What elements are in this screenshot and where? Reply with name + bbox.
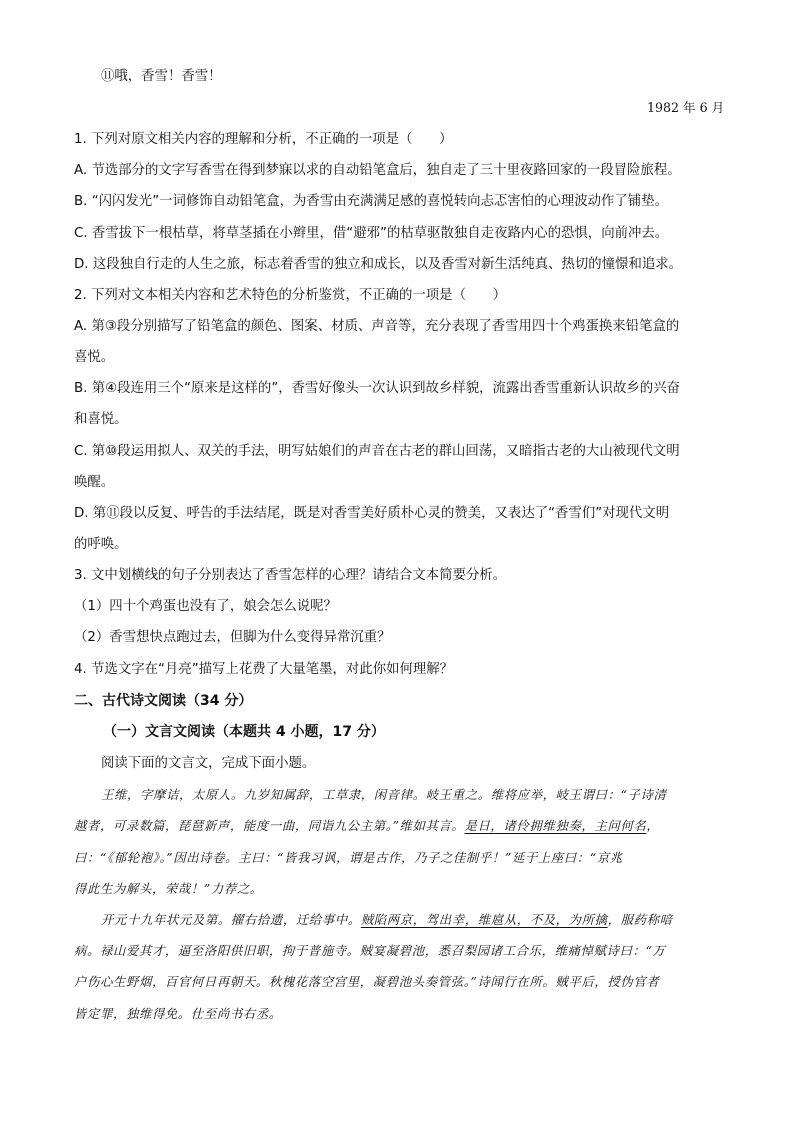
question-1-option-b: B. “闪闪发光”一词修饰自动铅笔盒，为香雪由充满满足感的喜悦转向忐忑害怕的心理波动作了铺垫。: [74, 194, 668, 209]
passage-2-line-1-text: 开元十九年状元及第。擢右拾遗，迁给事中。: [101, 912, 361, 927]
underlined-sentence-1: 是日，诸伶拥维独奏，主问何名: [464, 818, 647, 833]
passage-2-line-4: 皆定罪，独维得免。仕至尚书右丞。: [74, 1006, 282, 1021]
subsection-heading: （一）文言文阅读（本题共 4 小题，17 分）: [103, 724, 385, 740]
question-2-option-a-line1: A. 第③段分别描写了铅笔盒的颜色、图案、材质、声音等，充分表现了香雪用四十个鸡蛋换来铅笔盒的: [74, 319, 680, 334]
question-3-stem: 3. 文中划横线的句子分别表达了香雪怎样的心理？请结合文本简要分析。: [74, 568, 507, 583]
question-2-option-b-line2: 和喜悦。: [74, 412, 128, 427]
passage-1-line-2-end: ，: [646, 818, 660, 833]
ending-line: ⑪哦，香雪！香雪！: [101, 69, 222, 84]
question-1-option-d: D. 这段独自行走的人生之旅，标志着香雪的独立和成长，以及香雪对新生活纯真、热切的憧憬和追求。: [74, 257, 683, 272]
question-1-option-c: C. 香雪拔下一根枯草，将草茎插在小辫里，借“避邪”的枯草驱散独自走夜路内心的恐惧，向前冲去。: [74, 226, 669, 241]
passage-2-line-1-end: ，服药称喑: [607, 912, 673, 927]
passage-1-line-2-text: 越者，可录数篇，琵琶新声，能度一曲，同诣九公主第。”维如其言。: [74, 818, 465, 833]
passage-2-line-1: [101, 911, 673, 929]
passage-1-line-1: 王维，字摩诘，太原人。九岁知属辞，工草隶，闲音律。岐王重之。维将应举，岐王谓曰：“子诗清: [101, 787, 667, 802]
section-heading: 二、古代诗文阅读（34 分）: [74, 693, 253, 709]
date-line: 1982 年 6 月: [647, 100, 725, 115]
question-1-option-a: A. 节选部分的文字写香雪在得到梦寐以求的自动铅笔盒后，独自走了三十里夜路回家的一段冒险旅程。: [74, 163, 681, 178]
question-2-option-c-line2: 唤醒。: [74, 475, 115, 490]
question-2-option-d-line2: 的呼唤。: [74, 537, 128, 552]
question-3-item-1: （1）四十个鸡蛋也没有了，娘会怎么说呢？: [74, 599, 337, 614]
question-2-option-b-line1: B. 第④段连用三个“原来是这样的”，香雪好像头一次认识到故乡样貌，流露出香雪重新认识故乡的兴奋: [74, 381, 680, 396]
passage-1-line-4: 得此生为解头，荣哉！”力荐之。: [74, 881, 263, 896]
passage-2-line-2: 病。禄山爱其才，逼至洛阳供旧职，拘于普施寺。贼宴凝碧池，悉召梨园诸工合乐，维痛悼赋诗曰：“万: [74, 943, 666, 958]
passage-1-line-3: 曰：“《郁轮袍》。”因出诗卷。主曰：“皆我习讽，谓是古作，乃子之佳制乎！”延于上座曰：“京兆: [74, 850, 623, 865]
underlined-sentence-2: 贼陷两京，驾出幸，维扈从，不及，为所擒: [360, 912, 608, 927]
reading-instruction: 阅读下面的文言文，完成下面小题。: [101, 756, 316, 771]
question-2-option-a-line2: 喜悦。: [74, 350, 115, 365]
question-1-stem: 1. 下列对原文相关内容的理解和分析，不正确的一项是（ ）: [74, 132, 453, 147]
question-3-item-2: （2）香雪想快点跑过去，但脚为什么变得异常沉重？: [74, 630, 391, 645]
question-2-stem: 2. 下列对文本相关内容和艺术特色的分析鉴赏，不正确的一项是（ ）: [74, 288, 507, 303]
passage-2-line-3: 户伤心生野烟，百官何日再朝天。秋槐花落空宫里，凝碧池头奏管弦。”诗闻行在所。贼平后，授伪官者: [74, 974, 660, 989]
question-2-option-d-line1: D. 第⑪段以反复、呼告的手法结尾，既是对香雪美好质朴心灵的赞美，又表达了“香雪们”对现代文明: [74, 506, 670, 521]
question-4-stem: 4. 节选文字在“月亮”描写上花费了大量笔墨，对此你如何理解？: [74, 662, 454, 677]
passage-1-line-2: [74, 817, 659, 835]
question-2-option-c-line1: C. 第⑩段运用拟人、双关的手法，明写姑娘们的声音在古老的群山回荡，又暗指古老的大山被现代文明: [74, 444, 680, 459]
